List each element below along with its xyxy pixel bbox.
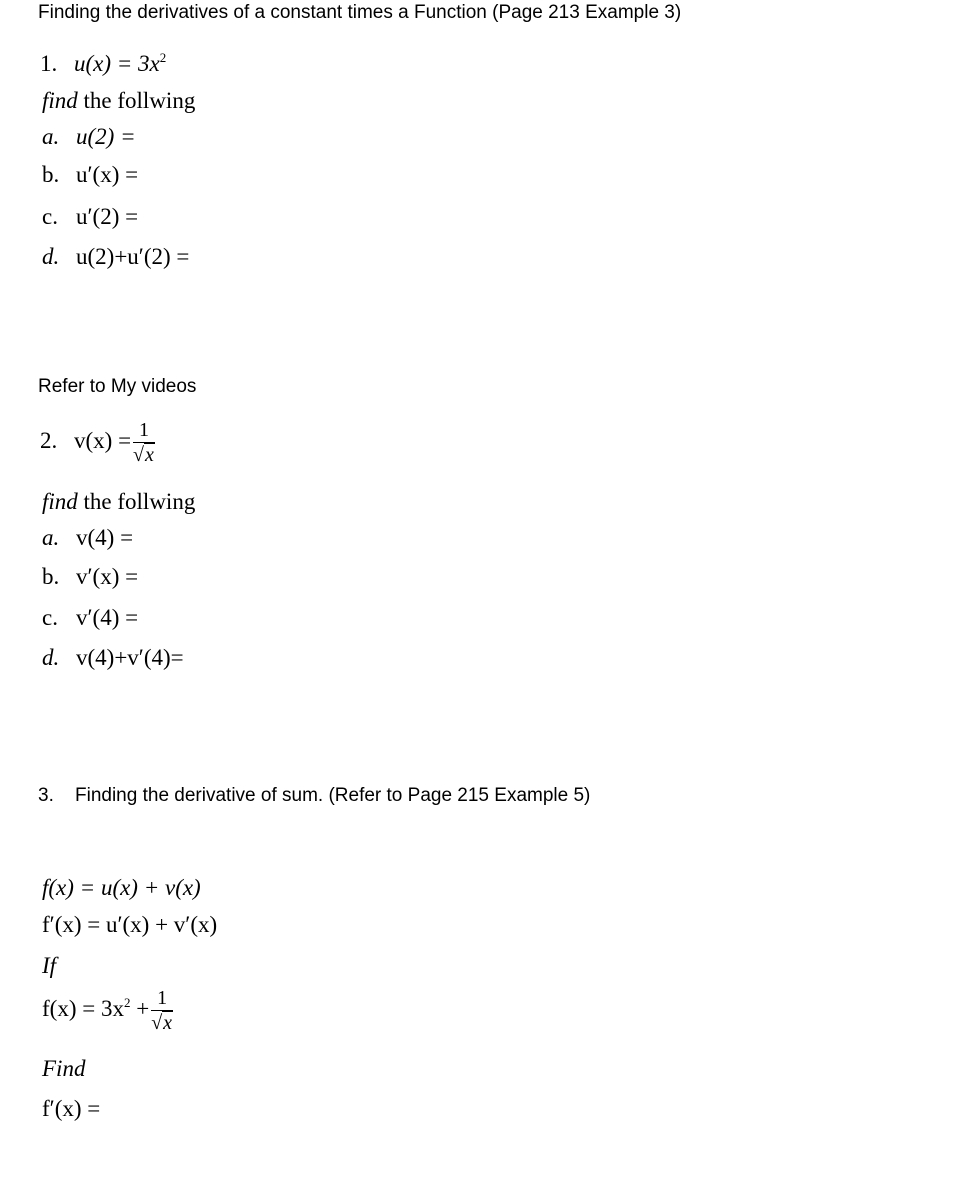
sqrt-symbol: √x — [151, 1012, 173, 1034]
problem3-func-lhs: f(x) = 3x — [42, 995, 124, 1021]
problem3-find: Find — [42, 1056, 86, 1081]
problem2-frac-num: 1 — [133, 420, 155, 443]
problem3-frac-num: 1 — [151, 988, 173, 1011]
problem2-find-line — [42, 490, 195, 513]
problem1-item-c: c. u′(2) = — [42, 204, 139, 229]
problem3-answer-line: f′(x) = — [42, 1096, 101, 1121]
problem1-func-exp: 2 — [159, 50, 167, 65]
problem3-fraction — [151, 988, 173, 1033]
sqrt-symbol: √x — [133, 444, 154, 466]
problem3-func-plus: + — [130, 995, 150, 1021]
problem1-function — [40, 52, 166, 75]
problem2-function — [40, 420, 155, 465]
problem2-fraction — [133, 420, 155, 465]
problem1-find-rest: the follwing — [77, 88, 196, 113]
problem3-if: If — [42, 953, 57, 978]
problem3-line2: f′(x) = u′(x) + v′(x) — [42, 912, 218, 937]
problem1-find-line — [42, 89, 195, 112]
problem1-find-word: find — [42, 88, 78, 113]
problem1-item-a: a. u(2) = — [42, 124, 136, 149]
problem2-item-d: d. v(4)+v′(4)= — [42, 645, 184, 670]
problem1-item-b: b. uʹ(x) = — [42, 162, 139, 187]
problem3-line1: f(x) = u(x) + v(x) — [42, 875, 201, 900]
problem2-frac-den: x — [145, 444, 154, 466]
problem2-find-rest: the follwing — [77, 489, 196, 514]
note-text: Refer to My videos — [38, 376, 197, 397]
problem3-heading — [38, 785, 590, 807]
problem2-item-b: b. vʹ(x) = — [42, 564, 139, 589]
problem1-func-lhs: u(x) = 3x — [74, 51, 160, 76]
problem1-number: 1. — [40, 51, 58, 76]
problem2-item-a: a. v(4) = — [42, 525, 134, 550]
problem3-function — [42, 988, 173, 1033]
problem2-find-word: find — [42, 489, 78, 514]
problem3-func-exp: 2 — [123, 994, 131, 1010]
problem2-item-c: c. v′(4) = — [42, 605, 139, 630]
page-heading: Finding the derivatives of a constant times a Function (Page 213 Example 3) — [38, 2, 682, 23]
problem2-number: 2. — [40, 427, 58, 453]
problem3-frac-den: x — [163, 1012, 173, 1034]
problem3-heading-text: Finding the derivative of sum. (Refer to Page 215 Example 5) — [75, 785, 591, 806]
problem2-func-lhs: v(x) = — [74, 427, 132, 453]
problem1-item-d: d. u(2)+u′(2) = — [42, 244, 190, 269]
problem3-number: 3. — [38, 785, 54, 806]
